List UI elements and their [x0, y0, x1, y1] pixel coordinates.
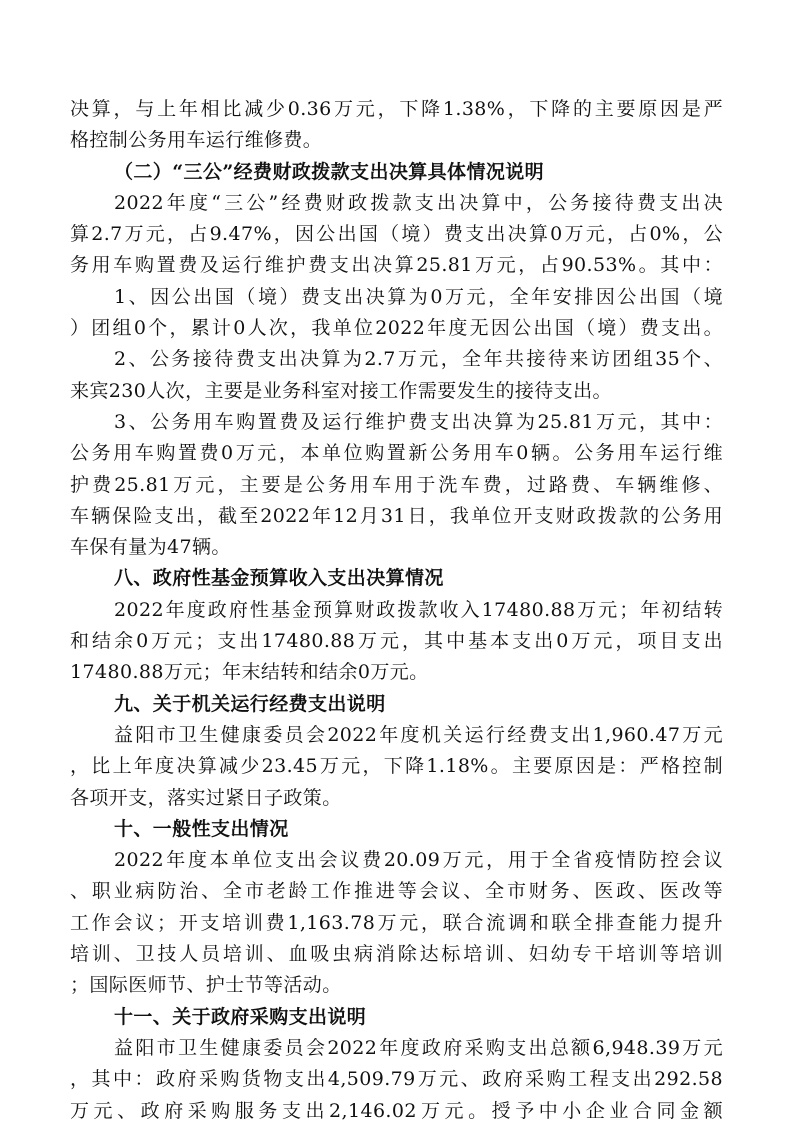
text-line: ，其中：政府采购货物支出4,509.79万元、政府采购工程支出292.58	[70, 1068, 723, 1091]
text-line: 各项开支，落实过紧日子政策。	[70, 786, 342, 809]
text-line: 17480.88万元；年末结转和结余0万元。	[70, 661, 429, 684]
text-line: ）团组0个，累计0人次，我单位2022年度无因公出国（境）费支出。	[70, 317, 723, 340]
text-line: 2、公务接待费支出决算为2.7万元，全年共接待来访团组35个、	[114, 348, 723, 371]
text-line: 护费25.81万元，主要是公务用车用于洗车费，过路费、车辆维修、	[70, 473, 723, 496]
section-heading: 九、关于机关运行经费支出说明	[114, 692, 386, 715]
text-line: 2022年度“三公”经费财政拨款支出决算中，公务接待费支出决	[114, 191, 723, 214]
text-line: 车保有量为47辆。	[70, 536, 231, 559]
section-heading: 十、一般性支出情况	[114, 817, 289, 840]
text-line: 格控制公务用车运行维修费。	[70, 129, 323, 152]
text-line: 工作会议；开支培训费1,163.78万元，联合流调和联全排查能力提升	[70, 911, 723, 934]
text-line: 公务用车购置费0万元，本单位购置新公务用车0辆。公务用车运行维	[70, 442, 723, 465]
text-line: 2022年度政府性基金预算财政拨款收入17480.88万元；年初结转	[114, 598, 723, 621]
text-line: 和结余0万元；支出17480.88万元，其中基本支出0万元，项目支出	[70, 630, 723, 653]
text-line: ，比上年度决算减少23.45万元，下降1.18%。主要原因是：严格控制	[70, 755, 723, 778]
text-line: 2022年度本单位支出会议费20.09万元，用于全省疫情防控会议	[114, 849, 723, 872]
text-line: 车辆保险支出，截至2022年12月31日，我单位开支财政拨款的公务用	[70, 504, 723, 527]
section-heading: 八、政府性基金预算收入支出决算情况	[114, 567, 444, 590]
text-line: 务用车购置费及运行维护费支出决算25.81万元，占90.53%。其中：	[70, 254, 723, 277]
text-line: 万元、政府采购服务支出2,146.02万元。授予中小企业合同金额	[70, 1099, 723, 1122]
text-line: 3、公务用车购置费及运行维护费支出决算为25.81万元，其中：	[114, 410, 723, 433]
text-line: 1、因公出国（境）费支出决算为0万元，全年安排因公出国（境	[114, 285, 723, 308]
text-line: 益阳市卫生健康委员会2022年度机关运行经费支出1,960.47万元	[114, 723, 723, 746]
section-heading: （二）“三公”经费财政拨款支出决算具体情况说明	[114, 160, 545, 183]
text-line: 、职业病防治、全市老龄工作推进等会议、全市财务、医政、医改等	[70, 880, 723, 903]
text-line: 来宾230人次，主要是业务科室对接工作需要发生的接待支出。	[70, 379, 612, 402]
text-line: 决算，与上年相比减少0.36万元，下降1.38%，下降的主要原因是严	[70, 98, 723, 120]
section-heading: 十一、关于政府采购支出说明	[114, 1005, 367, 1028]
text-line: ；国际医师节、护士节等活动。	[70, 974, 342, 997]
text-line: 培训、卫技人员培训、血吸虫病消除达标培训、妇幼专干培训等培训	[70, 943, 723, 966]
text-line: 益阳市卫生健康委员会2022年度政府采购支出总额6,948.39万元	[114, 1036, 723, 1059]
document-page	[70, 94, 723, 1127]
text-line: 算2.7万元，占9.47%，因公出国（境）费支出决算0万元，占0%，公	[70, 223, 723, 246]
